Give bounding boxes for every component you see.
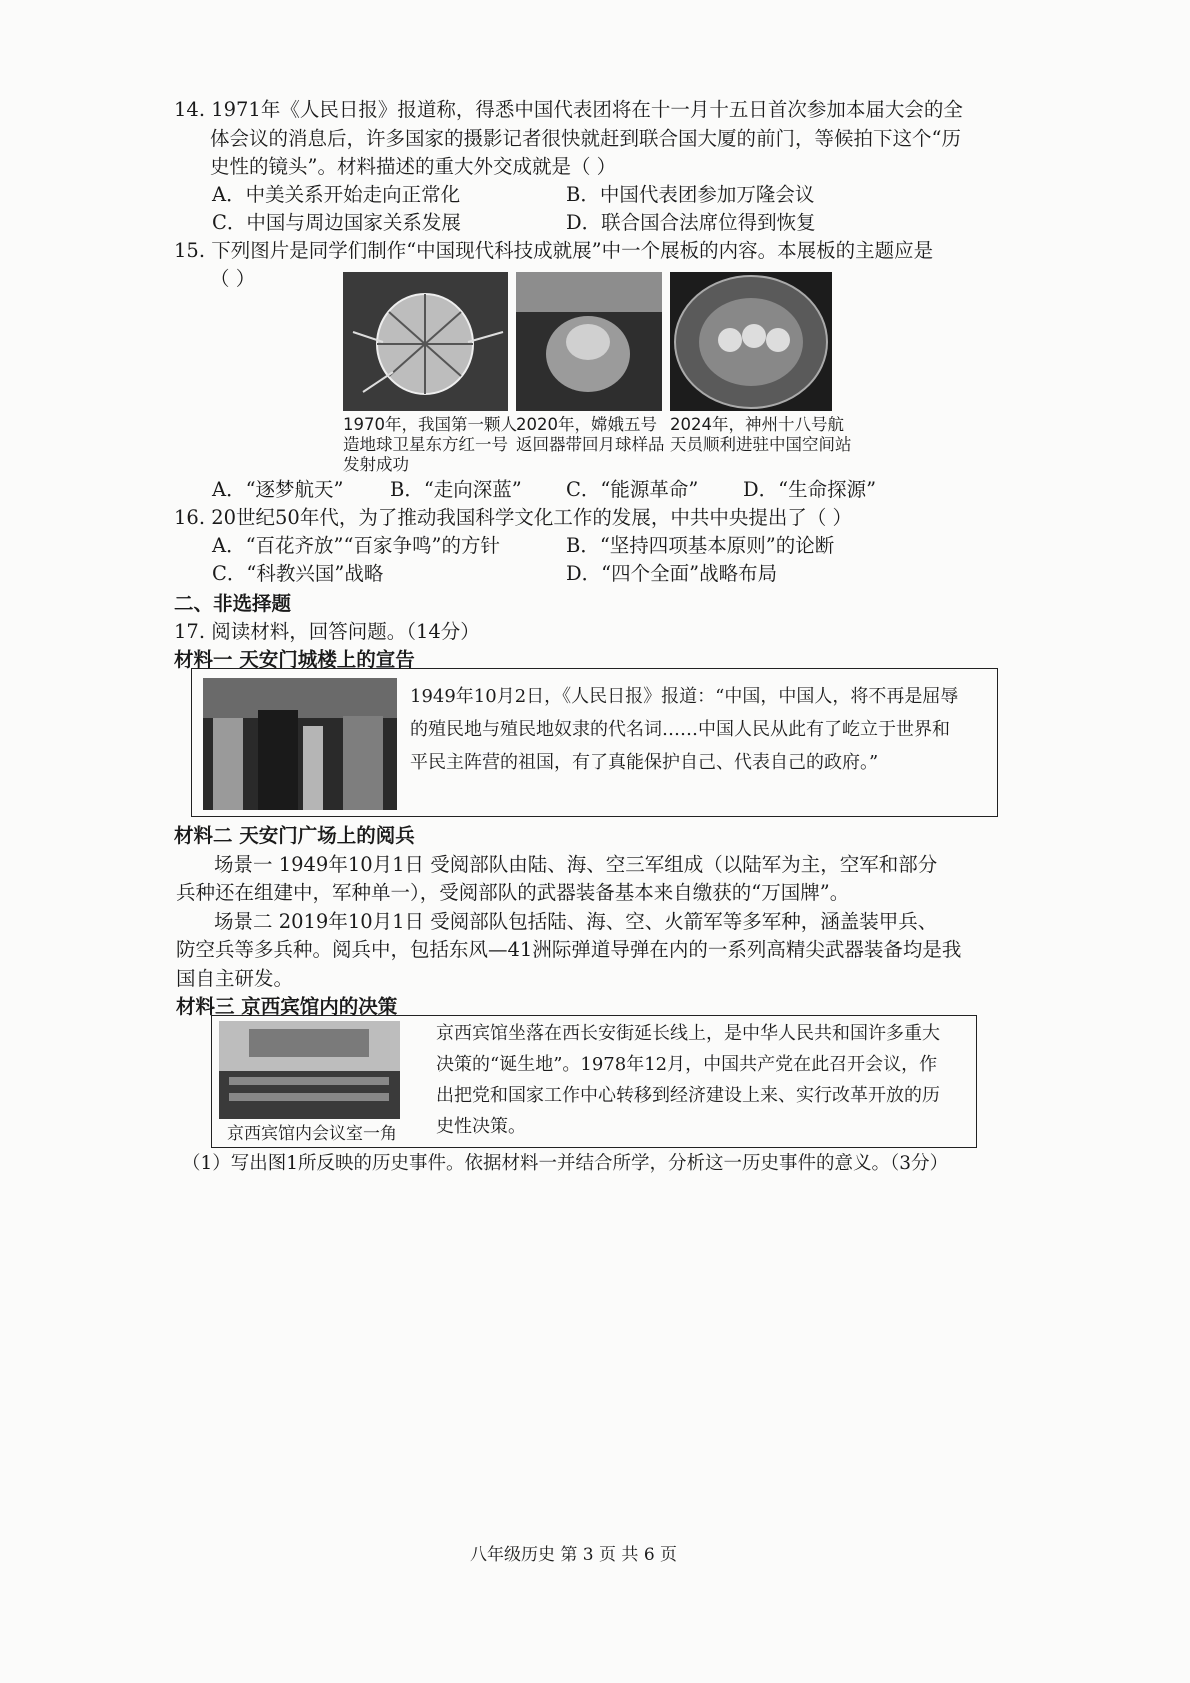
q14-option-d: D．联合国合法席位得到恢复 xyxy=(566,211,816,234)
q14-option-a: A．中美关系开始走向正常化 xyxy=(212,183,461,206)
material-3-text-line-4: 史性决策。 xyxy=(436,1116,526,1137)
q15-option-d: D．“生命探源” xyxy=(743,478,877,501)
material-1-text-line-1: 1949年10月2日，《人民日报》报道：“中国，中国人，将不再是屈辱 xyxy=(410,686,959,707)
return-capsule-photo xyxy=(516,272,662,411)
section-heading: 二、非选择题 xyxy=(174,592,292,615)
material-2-line-1: 场景一 1949年10月1日 受阅部队由陆、海、空三军组成（以陆军为主，空军和部分 xyxy=(214,853,938,876)
q14-line-2: 体会议的消息后，许多国家的摄影记者很快就赶到联合国大厦的前门，等候拍下这个“历 xyxy=(210,127,961,150)
q15-line-2: （ ） xyxy=(210,267,256,290)
q15-option-c: C．“能源革命” xyxy=(566,478,699,501)
caption-3-line-1: 2024年，神州十八号航 xyxy=(670,415,844,434)
material-3-text-line-2: 决策的“诞生地”。1978年12月，中国共产党在此召开会议，作 xyxy=(436,1054,938,1075)
space-station-photo xyxy=(670,272,832,411)
caption-1-line-2: 造地球卫星东方红一号 xyxy=(343,435,508,454)
q16-option-c: C．“科教兴国”战略 xyxy=(212,562,384,585)
q16-option-b: B．“坚持四项基本原则”的论断 xyxy=(566,534,835,557)
meeting-room-caption: 京西宾馆内会议室一角 xyxy=(227,1124,397,1144)
material-1-text xyxy=(410,680,990,779)
material-2-line-3: 场景二 2019年10月1日 受阅部队包括陆、海、空、火箭军等多军种，涵盖装甲兵、 xyxy=(214,910,938,933)
q17-intro: 17. 阅读材料，回答问题。（14分） xyxy=(174,620,480,643)
page-footer: 八年级历史 第 3 页 共 6 页 xyxy=(470,1545,678,1565)
material-1-text-line-2: 的殖民地与殖民地奴隶的代名词……中国人民从此有了屹立于世界和 xyxy=(410,719,950,740)
caption-2-line-2: 返回器带回月球样品 xyxy=(516,435,665,454)
material-2-line-5: 国自主研发。 xyxy=(176,967,294,990)
q14-line-3: 史性的镜头”。材料描述的重大外交成就是（ ） xyxy=(210,155,617,178)
q16-line-1: 16. 20世纪50年代，为了推动我国科学文化工作的发展，中共中央提出了（ ） xyxy=(174,506,853,529)
q15-option-b: B．“走向深蓝” xyxy=(390,478,522,501)
meeting-room-photo xyxy=(219,1021,400,1119)
q16-option-d: D．“四个全面”战略布局 xyxy=(566,562,778,585)
satellite-photo xyxy=(343,272,508,411)
material-3-title: 材料三 京西宾馆内的决策 xyxy=(176,995,398,1018)
q14-line-1: 14. 1971年《人民日报》报道称，得悉中国代表团将在十一月十五日首次参加本届大会的全 xyxy=(174,98,963,121)
q14-option-b: B．中国代表团参加万隆会议 xyxy=(566,183,815,206)
caption-2-line-1: 2020年，嫦娥五号 xyxy=(516,415,657,434)
material-3-text-line-1: 京西宾馆坐落在西长安街延长线上，是中华人民共和国许多重大 xyxy=(436,1023,940,1044)
sub-question-1: （1）写出图1所反映的历史事件。依据材料一并结合所学，分析这一历史事件的意义。（3分） xyxy=(182,1153,949,1174)
q15-line-1: 15. 下列图片是同学们制作“中国现代科技成就展”中一个展板的内容。本展板的主题应是 xyxy=(174,239,934,262)
material-1-text-line-3: 平民主阵营的祖国，有了真能保护自己、代表自己的政府。” xyxy=(410,752,879,773)
caption-1-line-3: 发射成功 xyxy=(343,455,409,474)
material-3-text xyxy=(436,1018,966,1142)
founding-ceremony-photo xyxy=(203,678,397,810)
material-2-line-4: 防空兵等多兵种。阅兵中，包括东风—41洲际弹道导弹在内的一系列高精尖武器装备均是我 xyxy=(176,938,962,961)
material-1-title: 材料一 天安门城楼上的宣告 xyxy=(174,648,415,671)
material-3-text-line-3: 出把党和国家工作中心转移到经济建设上来、实行改革开放的历 xyxy=(436,1085,940,1106)
material-2-title: 材料二 天安门广场上的阅兵 xyxy=(174,824,415,847)
caption-3-line-2: 天员顺利进驻中国空间站 xyxy=(670,435,852,454)
caption-1-line-1: 1970年，我国第一颗人 xyxy=(343,415,517,434)
satellite-icon xyxy=(343,272,508,411)
q15-option-a: A．“逐梦航天” xyxy=(212,478,344,501)
q16-option-a: A．“百花齐放”“百家争鸣”的方针 xyxy=(212,534,500,557)
material-2-line-2: 兵种还在组建中，军种单一），受阅部队的武器装备基本来自缴获的“万国牌”。 xyxy=(176,881,850,904)
q14-option-c: C．中国与周边国家关系发展 xyxy=(212,211,461,234)
